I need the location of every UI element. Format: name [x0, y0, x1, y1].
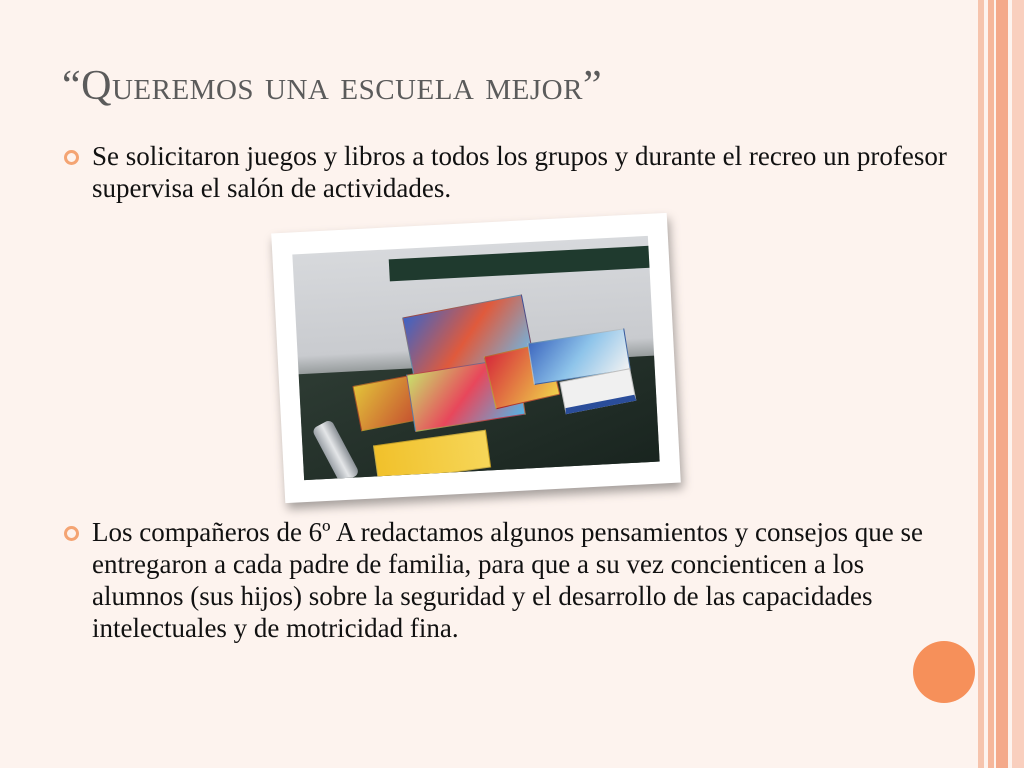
decorative-stripe	[996, 0, 1008, 768]
decorative-stripe	[1012, 0, 1024, 768]
bullet-text: Los compañeros de 6º A redactamos algunos pensamientos y consejos que se entregaron a cada padre de familia, para que a su vez concienticen a los alumnos (sus hijos) sobre la seguridad y el desarrollo de las capacidades intelectuales y de motricidad fina.	[92, 517, 923, 643]
bullet-marker-icon	[64, 150, 79, 165]
bullet-text: Se solicitaron juegos y libros a todos los grupos y durante el recreo un profesor supervisa el salón de actividades.	[92, 141, 947, 203]
decorative-circle	[913, 641, 975, 703]
photo-board-games	[292, 236, 659, 480]
decorative-stripe	[978, 0, 984, 768]
bullet-item	[62, 516, 962, 644]
photo-frame	[271, 213, 681, 503]
bullet-item	[62, 140, 962, 204]
bullet-marker-icon	[64, 526, 79, 541]
photo-chalkboard	[389, 245, 660, 281]
slide-title: “Queremos una escuela mejor”	[62, 63, 603, 109]
decorative-stripe	[988, 0, 994, 768]
